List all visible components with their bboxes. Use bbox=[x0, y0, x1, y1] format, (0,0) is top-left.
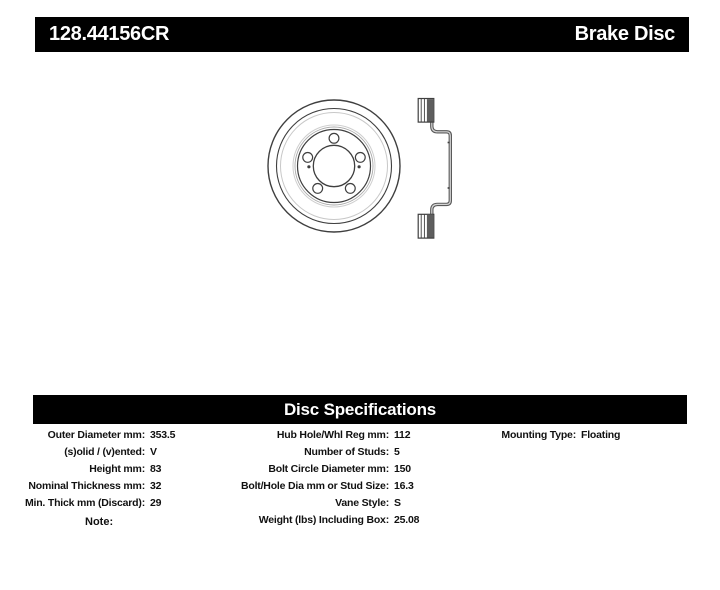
spec-value: 29 bbox=[150, 497, 162, 509]
spec-label: Vane Style: bbox=[335, 497, 389, 509]
spec-value: 25.08 bbox=[394, 514, 420, 526]
spec-label: Min. Thick mm (Discard): bbox=[24, 497, 145, 509]
spec-row bbox=[0, 427, 175, 444]
spec-label: (s)olid / (v)ented: bbox=[64, 446, 145, 458]
brake-disc-drawing bbox=[252, 83, 472, 247]
spec-row bbox=[0, 444, 175, 461]
spec-value: 150 bbox=[394, 463, 411, 475]
spec-label: Bolt/Hole Dia mm or Stud Size: bbox=[240, 480, 389, 492]
brake-disc-cross-section-icon bbox=[418, 99, 450, 239]
spec-value: 353.5 bbox=[150, 429, 176, 441]
spec-label: Height mm: bbox=[89, 463, 145, 475]
spec-row bbox=[209, 478, 419, 495]
spec-value: 112 bbox=[394, 429, 411, 441]
spec-column-mounting bbox=[456, 427, 620, 444]
spec-label: Mounting Type: bbox=[501, 429, 576, 441]
spec-section-title: Disc Specifications bbox=[33, 395, 687, 424]
spec-label: Weight (lbs) Including Box: bbox=[258, 514, 389, 526]
spec-value: 83 bbox=[150, 463, 162, 475]
spec-column-dimensions bbox=[0, 427, 175, 512]
spec-row bbox=[0, 495, 175, 512]
spec-row bbox=[209, 461, 419, 478]
product-type-label: Brake Disc bbox=[574, 23, 675, 45]
spec-value: 5 bbox=[394, 446, 400, 458]
spec-label: Nominal Thickness mm: bbox=[28, 480, 145, 492]
spec-column-hub bbox=[209, 427, 419, 529]
spec-row bbox=[0, 461, 175, 478]
spec-row bbox=[456, 427, 620, 444]
header-bar bbox=[35, 17, 689, 52]
spec-row bbox=[209, 512, 419, 529]
spec-value: Floating bbox=[581, 429, 621, 441]
spec-row bbox=[209, 444, 419, 461]
spec-label: Bolt Circle Diameter mm: bbox=[268, 463, 389, 475]
spec-value: S bbox=[394, 497, 401, 509]
part-number: 128.44156CR bbox=[49, 23, 170, 45]
spec-value: V bbox=[150, 446, 157, 458]
spec-value: 16.3 bbox=[394, 480, 414, 492]
spec-value: 32 bbox=[150, 480, 162, 492]
spec-label: Outer Diameter mm: bbox=[47, 429, 145, 441]
note-label: Note: bbox=[85, 516, 114, 528]
spec-label: Number of Studs: bbox=[304, 446, 389, 458]
brake-disc-front-view-icon bbox=[268, 100, 400, 232]
spec-label: Hub Hole/Whl Reg mm: bbox=[276, 429, 389, 441]
spec-row bbox=[209, 495, 419, 512]
spec-row bbox=[0, 478, 175, 495]
spec-row bbox=[209, 427, 419, 444]
